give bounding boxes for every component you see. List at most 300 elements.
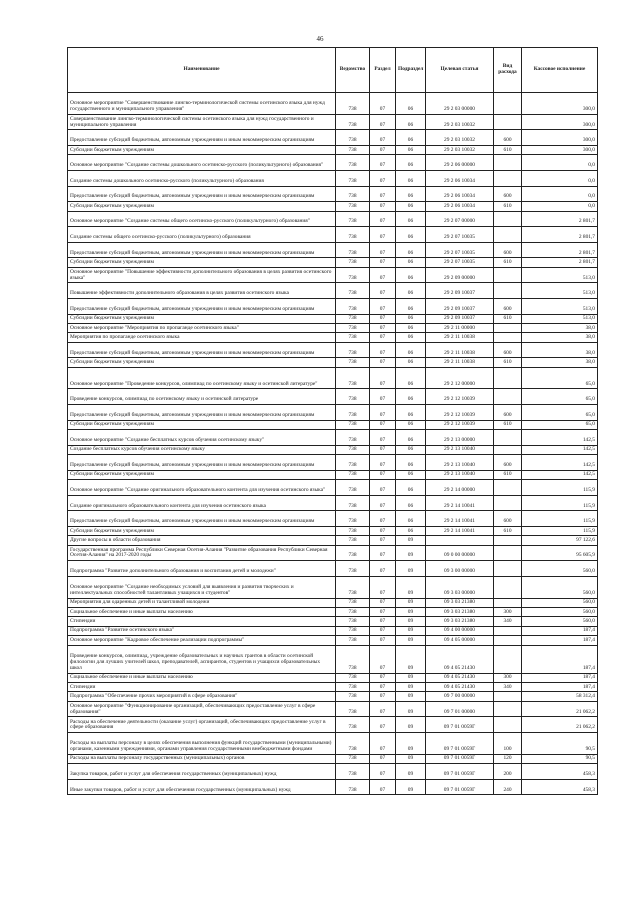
table-row (68, 227, 598, 243)
cell-name: Подпрограмма "Обеспечение прочих мероприятий в сфере образования" (68, 692, 336, 701)
cell-target: 29 2 09 10037 (426, 298, 494, 314)
cell-name: Предоставление субсидий бюджетным, автономным учреждениям и иным некоммерческим организациям (68, 298, 336, 314)
cell-kind: 600 (494, 405, 522, 421)
cell-target: 29 2 03 00000 (426, 93, 494, 115)
table-row (68, 405, 598, 421)
cell-subsection: 06 (396, 145, 426, 154)
cell-section: 07 (370, 545, 396, 561)
cell-target: 29 2 13 00000 (426, 430, 494, 446)
cell-kind: 610 (494, 526, 522, 535)
cell-section: 07 (370, 480, 396, 496)
cell-subsection: 09 (396, 636, 426, 645)
cell-kind: 600 (494, 455, 522, 471)
cell-section: 07 (370, 717, 396, 733)
cell-amount: 115,9 (522, 511, 598, 527)
cell-target (426, 536, 494, 545)
cell-name: Повышение эффективности дополнительного образования в целях развития осетинского языка (68, 283, 336, 299)
cell-subsection: 06 (396, 314, 426, 323)
cell-name: Стипендии (68, 682, 336, 691)
cell-target: 29 2 12 10039 (426, 405, 494, 421)
table-row (68, 389, 598, 405)
cell-kind (494, 598, 522, 607)
cell-name: Совершенствование лингво-терминологической системы осетинского языка для нужд государственного и муниципального управления (68, 114, 336, 130)
cell-dept: 738 (336, 607, 370, 616)
cell-name: Социальное обеспечение и иные выплаты населению (68, 607, 336, 616)
cell-subsection: 09 (396, 732, 426, 754)
table-row (68, 342, 598, 358)
cell-amount: 142,5 (522, 430, 598, 446)
cell-dept: 738 (336, 495, 370, 511)
cell-amount: 65,0 (522, 405, 598, 421)
cell-kind: 120 (494, 754, 522, 763)
cell-dept: 738 (336, 682, 370, 691)
cell-subsection: 06 (396, 186, 426, 202)
table-row (68, 692, 598, 701)
table-row (68, 480, 598, 496)
cell-target: 09 4 05 21430 (426, 673, 494, 682)
table-row (68, 430, 598, 446)
cell-amount: 90,5 (522, 732, 598, 754)
cell-amount: 142,5 (522, 455, 598, 471)
cell-name: Проведение конкурсов, олимпиад по осетинскому языку и осетинской литературе (68, 389, 336, 405)
cell-subsection: 09 (396, 645, 426, 673)
cell-amount: 38,0 (522, 323, 598, 332)
cell-target: 29 2 13 10040 (426, 445, 494, 454)
table-row (68, 779, 598, 795)
cell-section: 07 (370, 617, 396, 626)
cell-section: 07 (370, 445, 396, 454)
cell-dept: 738 (336, 430, 370, 446)
cell-amount: 115,9 (522, 480, 598, 496)
cell-name: Создание оригинального образовательного контента для изучения осетинского языка (68, 495, 336, 511)
cell-name: Подпрограмма "Развитие дополнительного образования и воспитания детей и молодежи" (68, 561, 336, 577)
cell-section: 07 (370, 455, 396, 471)
cell-kind (494, 626, 522, 635)
cell-amount: 38,0 (522, 342, 598, 358)
cell-name: Субсидии бюджетным учреждениям (68, 314, 336, 323)
cell-dept: 738 (336, 405, 370, 421)
table-row (68, 561, 598, 577)
cell-target: 09 7 01 00000 (426, 701, 494, 717)
cell-dept: 738 (336, 202, 370, 211)
cell-kind (494, 692, 522, 701)
cell-name: Основное мероприятие "Мероприятия по пропаганде осетинского языка" (68, 323, 336, 332)
cell-section: 07 (370, 242, 396, 258)
cell-name: Расходы на выплаты персоналу в целях обеспечения выполнения функций государственными (муниципальными) органами, казенными учреждениями, органами управления государственными внебюджетными фондами (68, 732, 336, 754)
cell-subsection: 09 (396, 617, 426, 626)
cell-subsection: 06 (396, 480, 426, 496)
cell-amount: 513,0 (522, 314, 598, 323)
header-section: Раздел (370, 48, 396, 93)
table-row (68, 93, 598, 115)
cell-amount: 2 801,7 (522, 258, 598, 267)
cell-kind: 610 (494, 314, 522, 323)
cell-target: 29 2 14 00000 (426, 480, 494, 496)
table-row (68, 186, 598, 202)
header-name: Наименование (68, 48, 336, 93)
cell-kind: 200 (494, 764, 522, 780)
cell-dept: 738 (336, 258, 370, 267)
table-row (68, 645, 598, 673)
cell-subsection: 09 (396, 779, 426, 795)
cell-amount: 2 801,7 (522, 227, 598, 243)
cell-dept: 738 (336, 389, 370, 405)
cell-subsection: 06 (396, 267, 426, 283)
cell-subsection: 09 (396, 561, 426, 577)
cell-amount: 513,0 (522, 298, 598, 314)
cell-amount: 65,0 (522, 367, 598, 389)
cell-kind (494, 480, 522, 496)
cell-kind: 610 (494, 258, 522, 267)
cell-section: 07 (370, 764, 396, 780)
cell-section: 07 (370, 626, 396, 635)
table-row (68, 367, 598, 389)
cell-dept: 738 (336, 511, 370, 527)
cell-kind: 600 (494, 186, 522, 202)
cell-amount: 0,0 (522, 170, 598, 186)
cell-subsection: 09 (396, 754, 426, 763)
cell-name: Предоставление субсидий бюджетным, автономным учреждениям и иным некоммерческим организациям (68, 186, 336, 202)
cell-subsection: 09 (396, 545, 426, 561)
cell-subsection: 09 (396, 607, 426, 616)
cell-amount: 513,0 (522, 283, 598, 299)
cell-subsection: 06 (396, 227, 426, 243)
cell-name: Субсидии бюджетным учреждениям (68, 145, 336, 154)
cell-kind: 240 (494, 779, 522, 795)
cell-kind: 610 (494, 420, 522, 429)
cell-subsection: 06 (396, 455, 426, 471)
header-kind: Вид расхода (494, 48, 522, 93)
cell-section: 07 (370, 114, 396, 130)
cell-amount: 560,0 (522, 576, 598, 598)
table-row (68, 526, 598, 535)
cell-amount: 21 062,2 (522, 717, 598, 733)
cell-target: 29 2 11 10038 (426, 358, 494, 367)
header-subsection: Подраздел (396, 48, 426, 93)
table-row (68, 764, 598, 780)
cell-name: Основное мероприятие "Создание системы общего осетинско-русского (поликультурного) образования" (68, 211, 336, 227)
cell-section: 07 (370, 186, 396, 202)
cell-amount: 142,5 (522, 470, 598, 479)
cell-target: 29 2 03 10032 (426, 145, 494, 154)
cell-amount: 560,0 (522, 617, 598, 626)
cell-subsection: 09 (396, 673, 426, 682)
cell-dept: 738 (336, 283, 370, 299)
cell-section: 07 (370, 145, 396, 154)
cell-target: 09 3 03 00000 (426, 576, 494, 598)
table-row (68, 682, 598, 691)
table-row (68, 455, 598, 471)
cell-dept: 738 (336, 732, 370, 754)
cell-kind (494, 701, 522, 717)
cell-section: 07 (370, 470, 396, 479)
table-row (68, 211, 598, 227)
table-row (68, 145, 598, 154)
cell-subsection: 06 (396, 211, 426, 227)
cell-name: Социальное обеспечение и иные выплаты населению (68, 673, 336, 682)
cell-dept: 738 (336, 298, 370, 314)
cell-amount: 58 312,4 (522, 692, 598, 701)
cell-amount: 560,0 (522, 598, 598, 607)
cell-dept: 738 (336, 342, 370, 358)
cell-target: 09 7 01 0059Г (426, 764, 494, 780)
cell-amount: 300,0 (522, 93, 598, 115)
cell-section: 07 (370, 342, 396, 358)
cell-dept: 738 (336, 480, 370, 496)
cell-dept: 738 (336, 545, 370, 561)
cell-dept: 738 (336, 130, 370, 146)
cell-section: 07 (370, 130, 396, 146)
cell-target: 29 2 07 10035 (426, 258, 494, 267)
cell-subsection: 09 (396, 536, 426, 545)
cell-name: Основное мероприятие "Создание системы дошкольного осетинско-русского (поликультурного) образования" (68, 155, 336, 171)
cell-section: 07 (370, 170, 396, 186)
cell-target: 29 2 07 10035 (426, 227, 494, 243)
cell-subsection: 09 (396, 576, 426, 598)
cell-amount: 97 122,6 (522, 536, 598, 545)
cell-section: 07 (370, 283, 396, 299)
cell-target: 29 2 06 10034 (426, 186, 494, 202)
budget-table (67, 47, 598, 795)
header-target: Целевая статья (426, 48, 494, 93)
table-row (68, 470, 598, 479)
cell-section: 07 (370, 389, 396, 405)
table-row (68, 202, 598, 211)
cell-dept: 738 (336, 323, 370, 332)
cell-name: Расходы на обеспечение деятельности (оказание услуг) организаций, обеспечивающих предоставление услуг в сфере образования (68, 717, 336, 733)
cell-subsection: 06 (396, 405, 426, 421)
table-row (68, 445, 598, 454)
cell-section: 07 (370, 576, 396, 598)
cell-kind: 600 (494, 242, 522, 258)
cell-dept: 738 (336, 314, 370, 323)
cell-subsection: 09 (396, 701, 426, 717)
cell-name: Предоставление субсидий бюджетным, автономным учреждениям и иным некоммерческим организациям (68, 242, 336, 258)
cell-name: Государственная программа Республики Северная Осетия-Алания "Развитие образования Республики Северная Осетия-Алания" на 2017-2020 годы (68, 545, 336, 561)
cell-target: 29 2 13 10040 (426, 470, 494, 479)
cell-name: Проведение конкурсов, олимпиад, учреждение образовательных и научных грантов в области осетинской филологии для лучших учителей школ, преподавателей, аспирантов, студентов и учащихся образовательных школ (68, 645, 336, 673)
cell-subsection: 06 (396, 114, 426, 130)
cell-section: 07 (370, 701, 396, 717)
cell-section: 07 (370, 155, 396, 171)
cell-amount: 0,0 (522, 155, 598, 171)
cell-section: 07 (370, 692, 396, 701)
page-number: 46 (316, 35, 324, 43)
cell-target: 09 7 01 0059Г (426, 779, 494, 795)
cell-dept: 738 (336, 358, 370, 367)
cell-subsection: 06 (396, 358, 426, 367)
cell-amount: 90,5 (522, 754, 598, 763)
cell-section: 07 (370, 314, 396, 323)
cell-target: 09 3 03 21380 (426, 607, 494, 616)
cell-subsection: 06 (396, 130, 426, 146)
cell-dept: 738 (336, 445, 370, 454)
cell-subsection: 06 (396, 389, 426, 405)
cell-amount: 187,4 (522, 645, 598, 673)
table-row (68, 420, 598, 429)
table-row (68, 333, 598, 342)
cell-name: Предоставление субсидий бюджетным, автономным учреждениям и иным некоммерческим организациям (68, 405, 336, 421)
cell-amount: 0,0 (522, 202, 598, 211)
cell-target: 09 7 00 00000 (426, 692, 494, 701)
cell-section: 07 (370, 732, 396, 754)
cell-name: Основное мероприятие "Совершенствование лингво-терминологической системы осетинского языка для нужд государственного и муниципального управления" (68, 93, 336, 115)
cell-subsection: 06 (396, 333, 426, 342)
cell-kind (494, 430, 522, 446)
table-row (68, 495, 598, 511)
cell-kind: 340 (494, 617, 522, 626)
cell-dept: 738 (336, 267, 370, 283)
cell-subsection: 06 (396, 323, 426, 332)
cell-section: 07 (370, 227, 396, 243)
cell-dept: 738 (336, 764, 370, 780)
cell-dept: 738 (336, 673, 370, 682)
table-row (68, 701, 598, 717)
cell-kind: 600 (494, 130, 522, 146)
cell-target: 09 0 00 00000 (426, 545, 494, 561)
cell-name: Создание системы дошкольного осетинско-русского (поликультурного) образования (68, 170, 336, 186)
cell-subsection: 06 (396, 445, 426, 454)
cell-section: 07 (370, 298, 396, 314)
cell-dept: 738 (336, 636, 370, 645)
cell-subsection: 09 (396, 598, 426, 607)
cell-amount: 300,0 (522, 145, 598, 154)
cell-amount: 187,4 (522, 626, 598, 635)
cell-section: 07 (370, 598, 396, 607)
cell-target: 09 7 01 0059Г (426, 717, 494, 733)
cell-target: 29 2 09 10037 (426, 314, 494, 323)
cell-section: 07 (370, 258, 396, 267)
table-row (68, 267, 598, 283)
cell-section: 07 (370, 420, 396, 429)
cell-target: 29 2 06 10034 (426, 170, 494, 186)
cell-kind: 600 (494, 342, 522, 358)
cell-dept: 738 (336, 561, 370, 577)
cell-name: Основное мероприятие "Функционирование организаций, обеспечивающих предоставление услуг в сфере образования" (68, 701, 336, 717)
cell-amount: 560,0 (522, 607, 598, 616)
cell-amount: 513,0 (522, 267, 598, 283)
cell-name: Субсидии бюджетным учреждениям (68, 258, 336, 267)
cell-target: 29 2 11 10038 (426, 333, 494, 342)
cell-section: 07 (370, 779, 396, 795)
cell-subsection: 06 (396, 342, 426, 358)
cell-name: Субсидии бюджетным учреждениям (68, 526, 336, 535)
cell-target: 29 2 03 10032 (426, 114, 494, 130)
cell-kind: 600 (494, 511, 522, 527)
table-row (68, 323, 598, 332)
table-row (68, 732, 598, 754)
cell-subsection: 06 (396, 495, 426, 511)
cell-name: Другие вопросы в области образования (68, 536, 336, 545)
cell-dept: 738 (336, 170, 370, 186)
cell-target: 29 2 06 10034 (426, 202, 494, 211)
table-row (68, 626, 598, 635)
cell-subsection: 06 (396, 155, 426, 171)
cell-subsection: 06 (396, 367, 426, 389)
cell-subsection: 06 (396, 470, 426, 479)
table-row (68, 155, 598, 171)
cell-kind (494, 93, 522, 115)
cell-amount: 300,0 (522, 130, 598, 146)
cell-name: Предоставление субсидий бюджетным, автономным учреждениям и иным некоммерческим организациям (68, 455, 336, 471)
cell-name: Стипендии (68, 617, 336, 626)
cell-section: 07 (370, 405, 396, 421)
cell-kind (494, 536, 522, 545)
cell-kind (494, 114, 522, 130)
cell-section: 07 (370, 267, 396, 283)
cell-dept: 738 (336, 645, 370, 673)
table-row (68, 636, 598, 645)
cell-target: 29 2 09 10037 (426, 283, 494, 299)
cell-kind (494, 389, 522, 405)
cell-subsection: 06 (396, 526, 426, 535)
cell-dept: 738 (336, 455, 370, 471)
cell-name: Основное мероприятие "Создание бесплатных курсов обучения осетинскому языку" (68, 430, 336, 446)
cell-target: 09 3 03 21380 (426, 617, 494, 626)
cell-subsection: 06 (396, 170, 426, 186)
cell-dept: 738 (336, 211, 370, 227)
cell-dept: 738 (336, 420, 370, 429)
cell-subsection: 06 (396, 283, 426, 299)
cell-subsection: 06 (396, 258, 426, 267)
cell-subsection: 09 (396, 764, 426, 780)
cell-target: 09 7 01 0059Г (426, 754, 494, 763)
cell-name: Подпрограмма "Развитие осетинского языка" (68, 626, 336, 635)
cell-amount: 187,4 (522, 682, 598, 691)
cell-section: 07 (370, 645, 396, 673)
cell-target: 29 2 14 10041 (426, 526, 494, 535)
cell-name: Расходы на выплаты персоналу государственных (муниципальных) органов (68, 754, 336, 763)
cell-section: 07 (370, 754, 396, 763)
cell-section: 07 (370, 673, 396, 682)
table-row (68, 576, 598, 598)
cell-section: 07 (370, 526, 396, 535)
cell-kind (494, 576, 522, 598)
cell-section: 07 (370, 536, 396, 545)
cell-dept: 738 (336, 367, 370, 389)
cell-kind (494, 227, 522, 243)
cell-amount: 38,0 (522, 333, 598, 342)
cell-kind (494, 561, 522, 577)
cell-dept: 738 (336, 155, 370, 171)
cell-section: 07 (370, 333, 396, 342)
cell-kind: 610 (494, 470, 522, 479)
cell-section: 07 (370, 358, 396, 367)
cell-target: 09 4 05 21430 (426, 682, 494, 691)
cell-name: Субсидии бюджетным учреждениям (68, 420, 336, 429)
cell-amount: 187,4 (522, 636, 598, 645)
table-row (68, 536, 598, 545)
cell-section: 07 (370, 561, 396, 577)
cell-kind (494, 283, 522, 299)
cell-section: 07 (370, 607, 396, 616)
cell-amount: 38,0 (522, 358, 598, 367)
cell-name: Предоставление субсидий бюджетным, автономным учреждениям и иным некоммерческим организациям (68, 130, 336, 146)
cell-name: Предоставление субсидий бюджетным, автономным учреждениям и иным некоммерческим организациям (68, 342, 336, 358)
cell-amount: 115,9 (522, 526, 598, 535)
header-dept: Ведомство (336, 48, 370, 93)
cell-subsection: 09 (396, 717, 426, 733)
cell-subsection: 09 (396, 682, 426, 691)
cell-name: Предоставление субсидий бюджетным, автономным учреждениям и иным некоммерческим организациям (68, 511, 336, 527)
table-row (68, 607, 598, 616)
cell-target: 09 4 05 21430 (426, 645, 494, 673)
cell-target: 29 2 12 10039 (426, 389, 494, 405)
cell-name: Субсидии бюджетным учреждениям (68, 202, 336, 211)
cell-dept: 738 (336, 227, 370, 243)
cell-target: 29 2 11 10038 (426, 342, 494, 358)
cell-kind (494, 211, 522, 227)
